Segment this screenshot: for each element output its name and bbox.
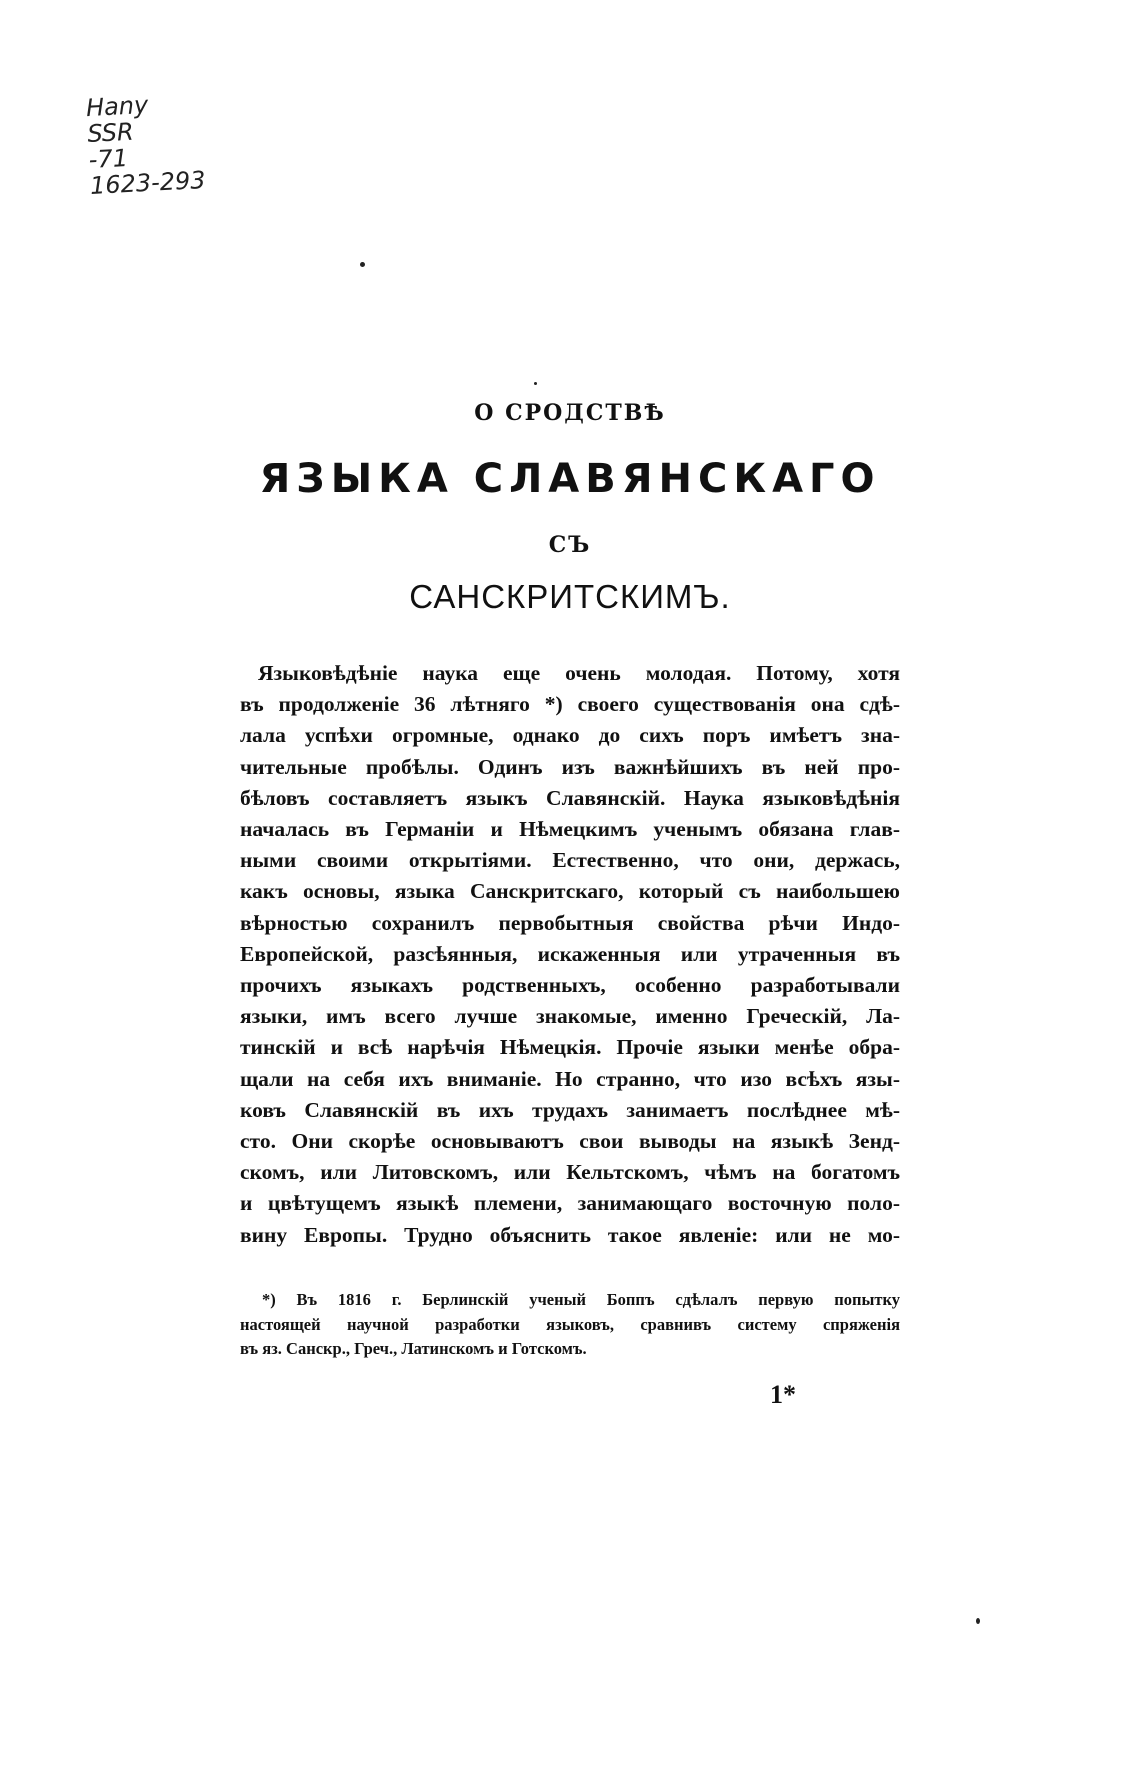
body-line: въ продолженіе 36 лѣтняго *) своего существованія она сдѣ- [240,692,900,717]
title-line-3: СЪ [548,532,592,558]
body-line: и цвѣтущемъ языкѣ племени, занимающаго восточную поло- [240,1191,900,1216]
footnote-line: *) Въ 1816 г. Берлинскій ученый Боппъ сдѣлалъ первую попытку [262,1290,900,1309]
body-line: Языковѣдѣніе наука еще очень молодая. Потому, хотя [258,661,900,685]
body-line: лала успѣхи огромные, однако до сихъ поръ имѣетъ зна- [240,723,900,748]
shelfmark-line: -71 [88,143,129,174]
body-line: ными своими открытіями. Естественно, что они, держась, [240,848,900,873]
body-line: языки, имъ всего лучше знакомые, именно Греческій, Ла- [240,1004,900,1029]
body-paragraph [240,658,900,1251]
footnote-line: настоящей научной разработки языковъ, сравнивъ систему спряженія [240,1314,900,1334]
title-line-1: О СРОДСТВѢ [474,400,666,426]
footnote-line: въ яз. Санскр., Греч., Латинскомъ и Готскомъ. [240,1339,587,1358]
body-line: сто. Они скорѣе основываютъ свои выводы на языкѣ Зенд- [240,1129,900,1154]
body-line: щали на себя ихъ вниманіе. Но странно, что изо всѣхъ язы- [240,1066,900,1091]
body-line: началась въ Германіи и Нѣмецкимъ ученымъ обязана глав- [240,817,900,842]
body-line: прочихъ языкахъ родственныхъ, особенно разработывали [240,973,900,998]
ink-speck [534,382,537,385]
body-line: какъ основы, языка Санскритскаго, который съ наибольшею [240,879,900,904]
signature-mark: 1* [770,1380,796,1409]
shelfmark-line: SSR [86,117,135,149]
body-line: чительные пробѣлы. Одинъ изъ важнѣйшихъ въ ней про- [240,754,900,779]
footnote [240,1288,900,1362]
body-line: Европейской, разсѣянныя, искаженныя или утраченныя въ [240,941,900,966]
ink-speck [360,262,365,267]
body-line: бѣловъ составляетъ языкъ Славянскій. Наука языковѣдѣнія [240,785,900,810]
body-line: вину Европы. Трудно объяснить такое явленіе: или не мо- [240,1222,900,1247]
shelfmark-line: 1623-293 [89,165,207,200]
title-line-4: САНСКРИТСКИМЪ. [409,578,731,615]
shelfmark-line: Hany [85,90,149,123]
ink-speck [976,1618,980,1624]
body-line: ковъ Славянскій въ ихъ трудахъ занимаетъ послѣднее мѣ- [240,1097,900,1122]
body-line: скомъ, или Литовскомъ, или Кельтскомъ, чѣмъ на богатомъ [240,1160,900,1185]
handwritten-shelfmark [85,89,206,199]
body-line: вѣрностью сохранилъ первобытныя свойства рѣчи Индо- [240,910,900,935]
title-line-2: ЯЗЫКА СЛАВЯНСКАГО [259,456,881,502]
body-line: тинскій и всѣ нарѣчія Нѣмецкія. Прочіе языки менѣе обра- [240,1035,900,1060]
